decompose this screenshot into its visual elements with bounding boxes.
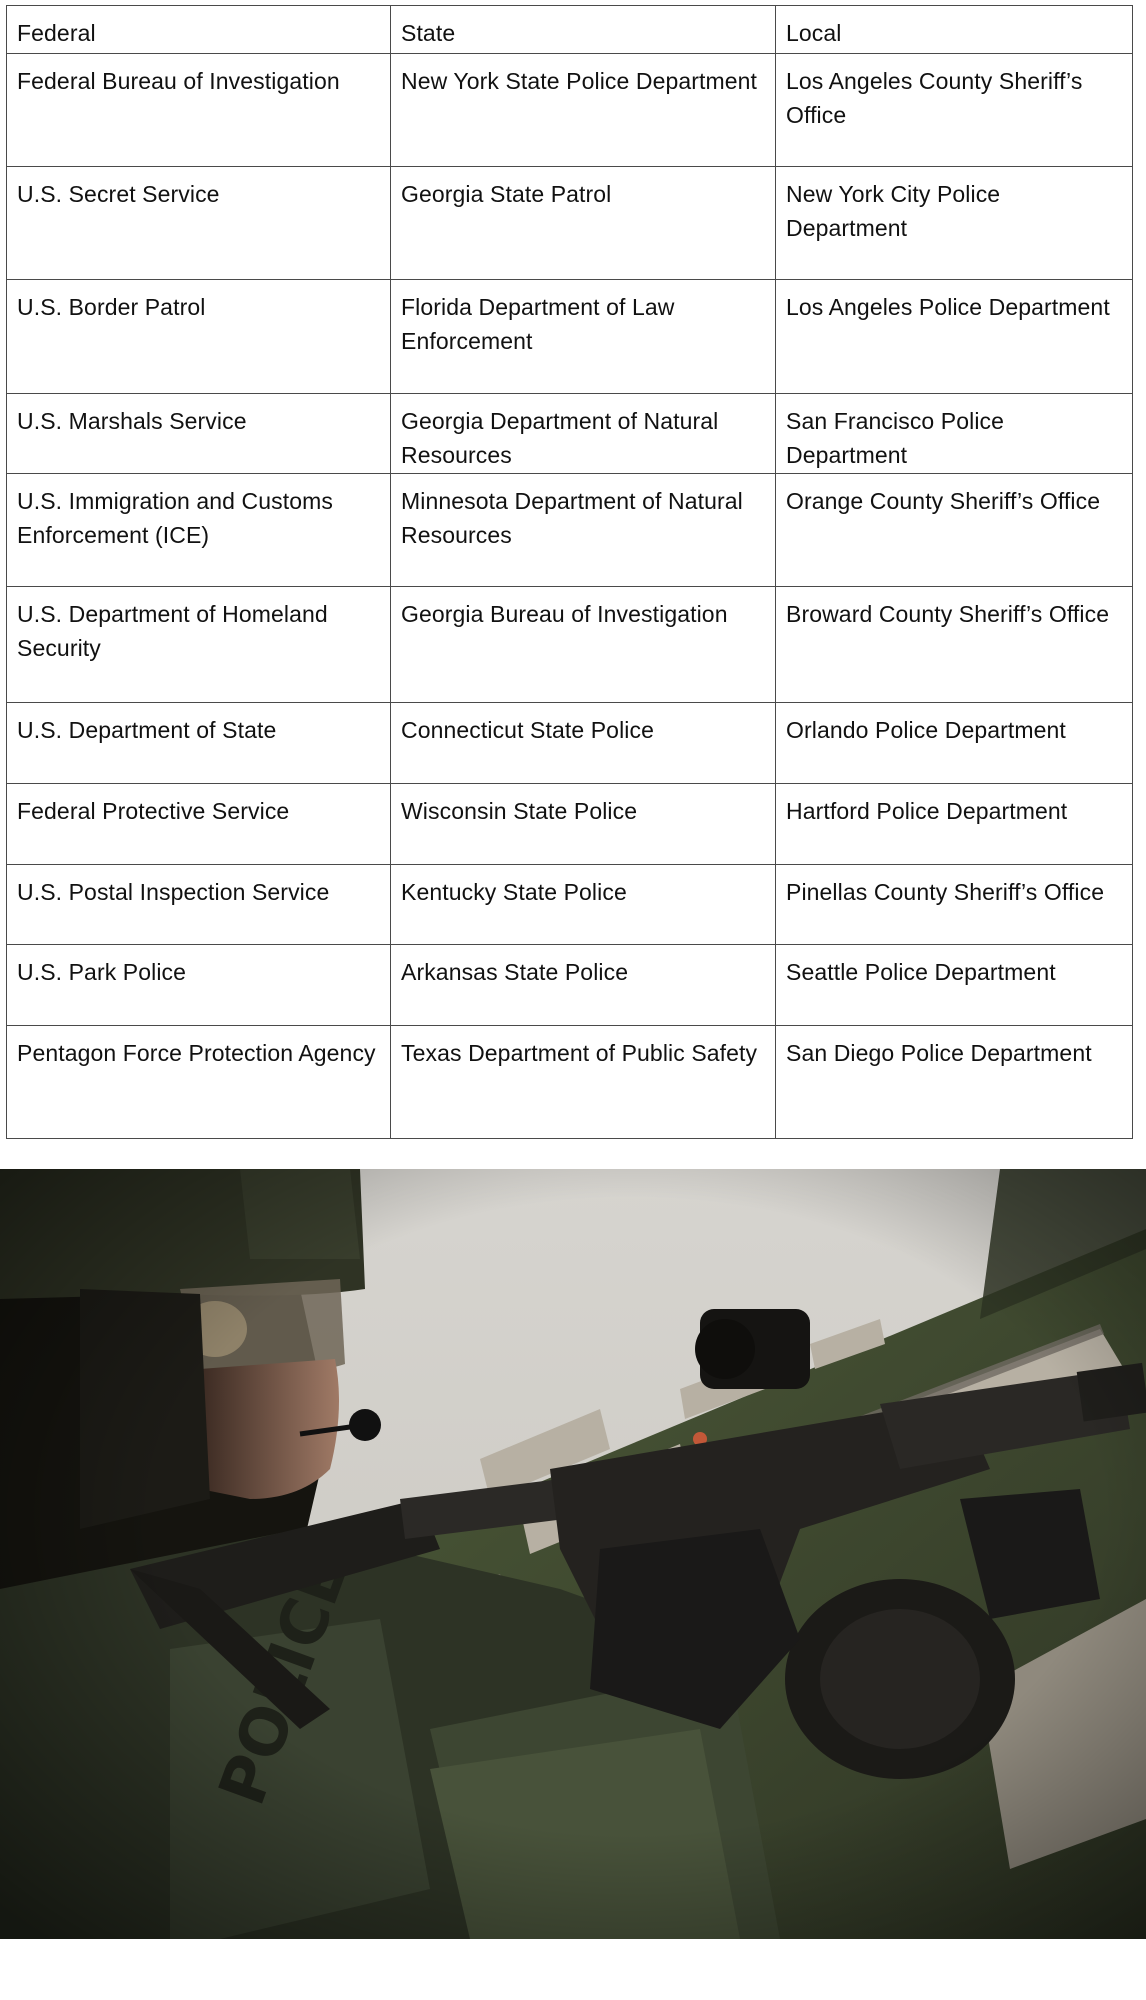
cell-state: Georgia Department of Natural Resources [391, 394, 776, 474]
table-row [7, 167, 1133, 280]
cell-state: Wisconsin State Police [391, 784, 776, 865]
cell-federal: U.S. Marshals Service [7, 394, 391, 474]
cell-federal: U.S. Department of State [7, 703, 391, 784]
cell-local: Hartford Police Department [776, 784, 1133, 865]
header-local: Local [776, 6, 1133, 54]
cell-local: Orange County Sheriff’s Office [776, 474, 1133, 587]
cell-local: Orlando Police Department [776, 703, 1133, 784]
table-row [7, 703, 1133, 784]
cell-state: Florida Department of Law Enforcement [391, 280, 776, 394]
table-row [7, 865, 1133, 945]
cell-state: Texas Department of Public Safety [391, 1026, 776, 1139]
agency-table [6, 5, 1133, 1139]
cell-federal: U.S. Immigration and Customs Enforcement (ICE) [7, 474, 391, 587]
cell-federal: U.S. Park Police [7, 945, 391, 1026]
cell-state: Connecticut State Police [391, 703, 776, 784]
cell-state: Arkansas State Police [391, 945, 776, 1026]
cell-state: Kentucky State Police [391, 865, 776, 945]
table-row [7, 474, 1133, 587]
police-officer-photo [0, 1169, 1146, 1939]
cell-local: San Diego Police Department [776, 1026, 1133, 1139]
cell-local: San Francisco Police Department [776, 394, 1133, 474]
cell-federal: U.S. Border Patrol [7, 280, 391, 394]
table-row [7, 280, 1133, 394]
cell-local: Pinellas County Sheriff’s Office [776, 865, 1133, 945]
table-row [7, 945, 1133, 1026]
table-row [7, 54, 1133, 167]
cell-local: Los Angeles County Sheriff’s Office [776, 54, 1133, 167]
cell-federal: Federal Bureau of Investigation [7, 54, 391, 167]
cell-federal: U.S. Postal Inspection Service [7, 865, 391, 945]
cell-federal: U.S. Department of Homeland Security [7, 587, 391, 703]
cell-state: Georgia State Patrol [391, 167, 776, 280]
header-federal: Federal [7, 6, 391, 54]
cell-state: New York State Police Department [391, 54, 776, 167]
cell-local: Broward County Sheriff’s Office [776, 587, 1133, 703]
table-row [7, 394, 1133, 474]
table-header-row [7, 6, 1133, 54]
table-row [7, 1026, 1133, 1139]
cell-state: Georgia Bureau of Investigation [391, 587, 776, 703]
cell-federal: Federal Protective Service [7, 784, 391, 865]
table-row [7, 784, 1133, 865]
cell-local: New York City Police Department [776, 167, 1133, 280]
cell-local: Seattle Police Department [776, 945, 1133, 1026]
cell-local: Los Angeles Police Department [776, 280, 1133, 394]
cell-state: Minnesota Department of Natural Resources [391, 474, 776, 587]
photo-illustration [0, 1169, 1146, 1939]
header-state: State [391, 6, 776, 54]
cell-federal: Pentagon Force Protection Agency [7, 1026, 391, 1139]
table-row [7, 587, 1133, 703]
cell-federal: U.S. Secret Service [7, 167, 391, 280]
